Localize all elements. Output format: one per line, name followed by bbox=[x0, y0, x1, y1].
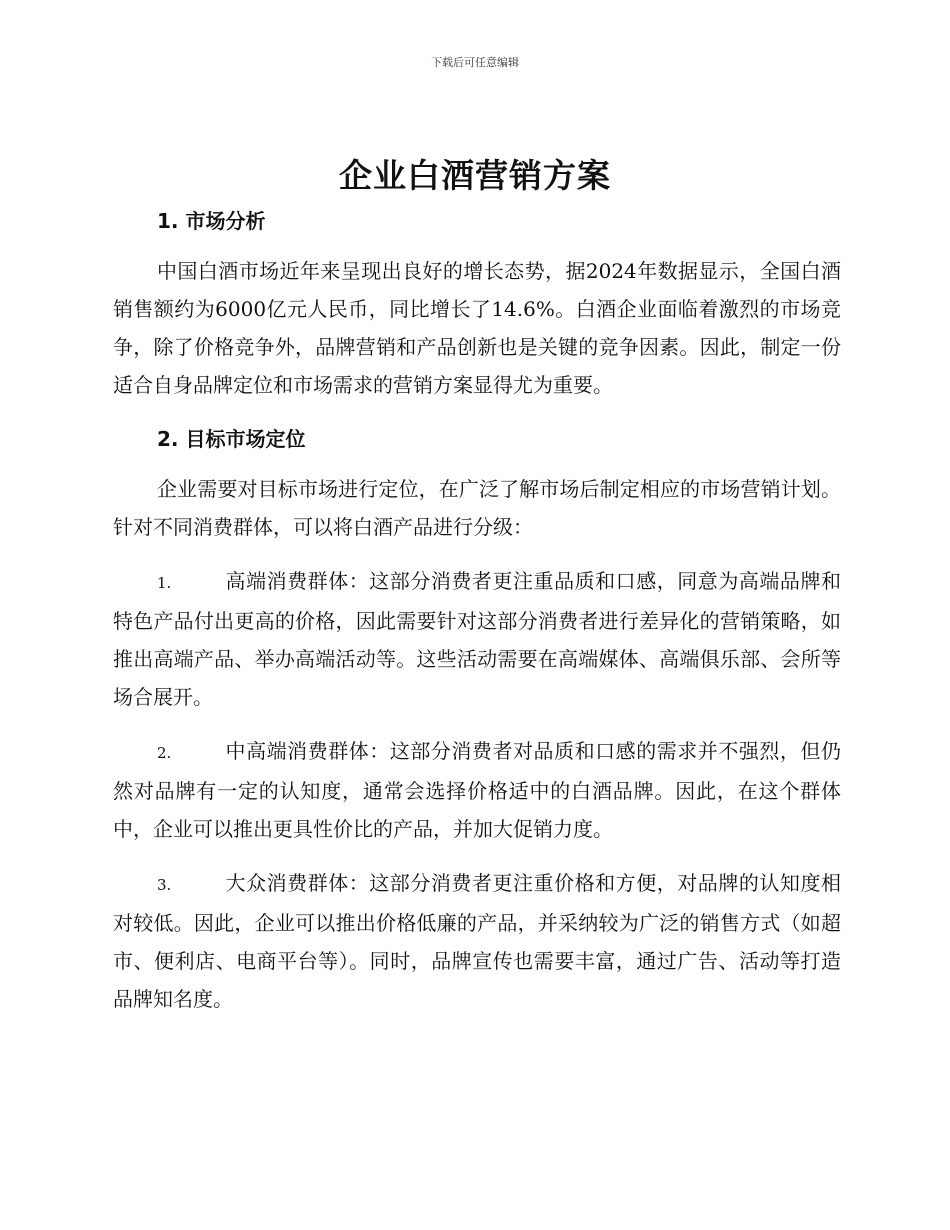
list-item-text: 中高端消费群体：这部分消费者对品质和口感的需求并不强烈，但仍然对品牌有一定的认知度，通常会选择价格适中的白酒品牌。因此，在这个群体中，企业可以推出更具性价比的产品，并加大促销力度。 bbox=[113, 739, 841, 841]
section-paragraph-market-analysis: 中国白酒市场近年来呈现出良好的增长态势，据2024年数据显示，全国白酒销售额约为6000亿元人民币，同比增长了14.6%。白酒企业面临着激烈的市场竞争，除了价格竞争外，品牌营销和产品创新也是关键的竞争因素。因此，制定一份适合自身品牌定位和市场需求的营销方案显得尤为重要。 bbox=[113, 259, 841, 397]
list-item-number: 2. bbox=[157, 744, 172, 762]
list-item bbox=[113, 732, 841, 848]
document-title: 企业白酒营销方案 bbox=[339, 156, 611, 195]
list-item-text: 高端消费群体：这部分消费者更注重品质和口感，同意为高端品牌和特色产品付出更高的价格，因此需要针对这部分消费者进行差异化的营销策略，如推出高端产品、举办高端活动等。这些活动需要在高端媒体、高端俱乐部、会所等场合展开。 bbox=[113, 569, 841, 709]
list-item-number: 1. bbox=[157, 574, 172, 592]
list-item bbox=[113, 864, 841, 1018]
section-paragraph-target-market: 企业需要对目标市场进行定位，在广泛了解市场后制定相应的市场营销计划。针对不同消费群体，可以将白酒产品进行分级： bbox=[113, 477, 841, 539]
list-item-number: 3. bbox=[157, 876, 172, 894]
document-body bbox=[113, 202, 841, 1018]
page-header-note: 下载后可任意编辑 bbox=[431, 56, 519, 69]
section-heading-market-analysis: 1. 市场分析 bbox=[157, 209, 266, 233]
list-item-text: 大众消费群体：这部分消费者更注重价格和方便，对品牌的认知度相对较低。因此，企业可以推出价格低廉的产品，并采纳较为广泛的销售方式（如超市、便利店、电商平台等）。同时，品牌宣传也需要丰富，通过广告、活动等打造品牌知名度。 bbox=[113, 871, 841, 1011]
section-heading-target-market: 2. 目标市场定位 bbox=[157, 427, 306, 451]
list-item bbox=[113, 562, 841, 716]
